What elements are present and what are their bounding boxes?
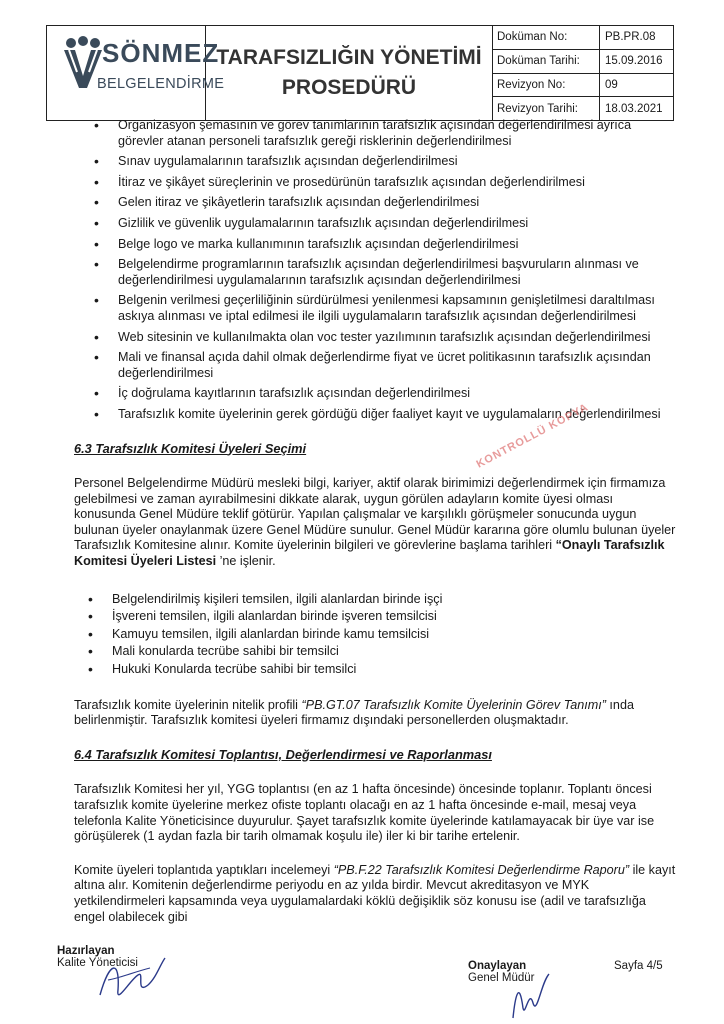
signature-icon bbox=[90, 950, 170, 1010]
list-item: • Web sitesinin ve kullanılmakta olan voc tester yazılımının tarafsızlık açısından değerlendirilmesi bbox=[94, 330, 678, 346]
list-item: • İtiraz ve şikâyet süreçlerinin ve prosedürünün tarafsızlık açısından değerlendirilmesi bbox=[94, 175, 678, 191]
section-heading-6-4: 6.4 Tarafsızlık Komitesi Toplantısı, Değerlendirmesi ve Raporlanması bbox=[74, 746, 492, 762]
title-line-2: PROSEDÜRÜ bbox=[281, 76, 417, 99]
list-item: • Belgelendirme programlarının tarafsızlık açısından değerlendirilmesi başvuruların alınması ve değerlendirilmesi uygulamalarının tarafsızlık açısından değerlendirilmesi bbox=[94, 257, 678, 288]
list-item: • Gizlilik ve güvenlik uygulamalarının tarafsızlık açısından değerlendirilmesi bbox=[94, 216, 678, 232]
list-item: • Belge logo ve marka kullanımının tarafsızlık açısından değerlendirilmesi bbox=[94, 237, 678, 253]
paragraph-text: ile kayıt altına alır. Komitenin değerlendirme periyodu en az yılda birdir. Mevcut akreditasyon ve MYK yetkilendirmeleri kapsamında veya uygulamalardaki köklü değişiklik söz konusu ise (adil ve tarafsızlığa engel olabilecek gibi bbox=[74, 862, 676, 924]
paragraph-bold-ref: “Onaylı Tarafsızlık Komitesi Üyeleri Listesi bbox=[74, 538, 665, 569]
list-item: • Sınav uygulamalarının tarafsızlık açısından değerlendirilmesi bbox=[94, 154, 678, 170]
list-item: • Organizasyon şemasının ve görev tanımlarının tarafsızlık açısından değerlendirilmesi ayrıca görevler atanan personeli tarafsızlık gereği risklerinin değerlendirilmesi bbox=[94, 118, 678, 149]
title-line-1: TARAFSIZLIĞIN YÖNETİMİ bbox=[216, 46, 482, 69]
meta-key: Doküman No: bbox=[493, 26, 600, 49]
paragraph-text-end: ’ne işlenir. bbox=[219, 554, 276, 569]
meta-row bbox=[493, 50, 673, 74]
meta-row bbox=[493, 26, 673, 50]
approved-role: Genel Müdür bbox=[468, 972, 535, 984]
document-body bbox=[64, 118, 678, 925]
list-item: • Mali ve finansal açıda dahil olmak değerlendirme fiyat ve ücret politikasının tarafsızlık açısından değerlendirilmesi bbox=[94, 350, 678, 381]
document-meta-table bbox=[493, 26, 673, 120]
list-item: • Tarafsızlık komite üyelerinin gerek gördüğü diğer faaliyet kayıt ve uygulamaların değerlendirilmesi bbox=[94, 407, 678, 423]
page-number: Sayfa 4/5 bbox=[614, 960, 663, 972]
paragraph: Tarafsızlık Komitesi her yıl, YGG toplantısı (en az 1 hafta öncesinde) öncesinde toplanır. Toplantı öncesi tarafsızlık komite üyelerine merkez ofiste toplantı olacağı en az 1 hafta öncesinde e-mail, mesaj veya telefonla Kalite Yöneticisince duyurulur. Şayet tarafsızlık komite üyelerinde katılamayacak bir üye var ise görüşülerek (1 aydan fazla bir tarih olmamak koşulu ile) iler ki bir tarihe ertelenir. bbox=[74, 782, 655, 844]
controlled-copy-stamp: KONTROLLÜ KOPYA bbox=[474, 401, 591, 471]
signature-icon bbox=[505, 968, 555, 1024]
meta-value: 15.09.2016 bbox=[605, 55, 663, 68]
meta-value: PB.PR.08 bbox=[605, 31, 656, 44]
list-item: • Kamuyu temsilen, ilgili alanlardan birinde kamu temsilcisi bbox=[88, 627, 678, 643]
approved-label: Onaylayan bbox=[468, 960, 527, 972]
paragraph bbox=[74, 698, 678, 729]
logo bbox=[47, 26, 225, 120]
paragraph-text: ında belirlenmiştir. Tarafsızlık komitesi üyeleri firmamız dışındaki personellerden oluşmaktadır. bbox=[74, 697, 634, 728]
list-item: • Hukuki Konularda tecrübe sahibi bir temsilci bbox=[88, 662, 678, 678]
committee-members-list bbox=[64, 592, 678, 678]
meta-row bbox=[493, 74, 673, 98]
logo-name: SÖNMEZ bbox=[102, 38, 220, 68]
meta-row bbox=[493, 97, 673, 120]
prepared-label: Hazırlayan bbox=[57, 945, 115, 957]
spacer bbox=[64, 845, 678, 863]
document-title bbox=[206, 26, 493, 120]
list-item: • Belgelendirilmiş kişileri temsilen, ilgili alanlardan birinde işçi bbox=[88, 592, 678, 608]
list-item: • İç doğrulama kayıtlarının tarafsızlık açısından değerlendirilmesi bbox=[94, 386, 678, 402]
meta-key: Revizyon Tarihi: bbox=[493, 97, 600, 120]
section-heading-6-3: 6.3 Tarafsızlık Komitesi Üyeleri Seçimi bbox=[74, 440, 307, 456]
meta-key: Doküman Tarihi: bbox=[493, 50, 600, 73]
paragraph-text: Tarafsızlık komite üyelerinin nitelik profili bbox=[74, 697, 302, 712]
list-item: • Mali konularda tecrübe sahibi bir temsilci bbox=[88, 644, 678, 660]
list-item: • Belgenin verilmesi geçerliliğinin sürdürülmesi yenilenmesi kapsamının genişletilmesi daraltılması askıya alınması ve iptal edilmesi ile ilgili uygulamaların tarafsızlık açısından değerlendirilmesi bbox=[94, 293, 678, 324]
document-header bbox=[46, 25, 674, 121]
list-item: • İşvereni temsilen, ilgili alanlardan birinde işveren temsilcisi bbox=[88, 609, 678, 625]
document-reference: “PB.GT.07 Tarafsızlık Komite Üyelerinin Görev Tanımı” bbox=[301, 697, 606, 712]
logo-subtitle: BELGELENDİRME bbox=[97, 76, 225, 92]
committee-duties-list bbox=[64, 118, 678, 423]
paragraph-text: Komite üyeleri toplantıda yaptıkları incelemeyi bbox=[74, 862, 334, 877]
list-item: • Gelen itiraz ve şikâyetlerin tarafsızlık açısından değerlendirilmesi bbox=[94, 195, 678, 211]
paragraph bbox=[74, 863, 678, 925]
paragraph-text: Personel Belgelendirme Müdürü mesleki bilgi, kariyer, aktif olarak birimimizi değerlendirmek için firmamıza gelebilmesi ve zaman ayırabilmesini dikkate alarak, uygun görülen adayların komite üyesi olması konusunda Genel Müdüre teklif götürür. Yapılan çalışmalar ve karşılıklı görüşmeler sonucunda uygun bulunan üyeler onaylanmak üzere Genel Müdüre sunulur. Genel Müdür kararına göre olumlu bulunan üyeler Tarafsızlık Komitesine alınır. Komite üyelerinin bilgileri ve görevlerine başlama tarihleri bbox=[74, 476, 676, 553]
meta-key: Revizyon No: bbox=[493, 74, 600, 97]
paragraph bbox=[74, 476, 678, 570]
meta-value: 09 bbox=[605, 78, 618, 91]
meta-value: 18.03.2021 bbox=[605, 102, 663, 115]
document-reference: “PB.F.22 Tarafsızlık Komitesi Değerlendirme Raporu” bbox=[333, 862, 630, 877]
prepared-role: Kalite Yöneticisi bbox=[57, 957, 138, 969]
